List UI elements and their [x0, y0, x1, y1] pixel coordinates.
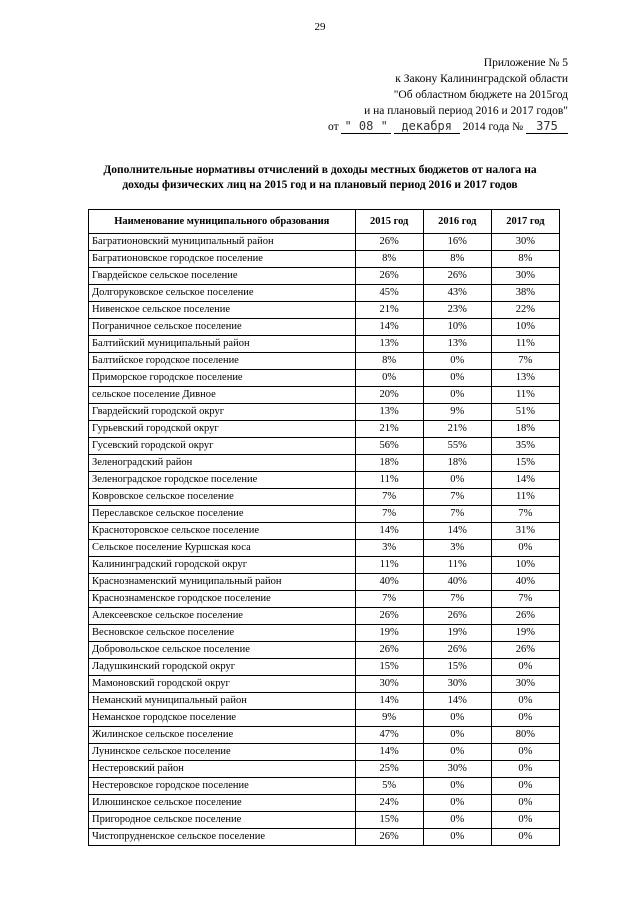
cell-2017: 51%	[491, 404, 559, 421]
table-row	[89, 557, 560, 574]
cell-name: Красноторовское сельское поселение	[89, 523, 356, 540]
cell-2015: 45%	[355, 285, 423, 302]
table-row	[89, 421, 560, 438]
cell-2015: 40%	[355, 574, 423, 591]
cell-2015: 14%	[355, 693, 423, 710]
cell-2015: 8%	[355, 251, 423, 268]
table-row	[89, 812, 560, 829]
table-row	[89, 370, 560, 387]
cell-2016: 26%	[423, 642, 491, 659]
cell-2017: 30%	[491, 234, 559, 251]
table-row	[89, 387, 560, 404]
cell-name: Гвардейский городской округ	[89, 404, 356, 421]
cell-2016: 7%	[423, 591, 491, 608]
cell-2016: 14%	[423, 523, 491, 540]
cell-name: Ладушкинский городской округ	[89, 659, 356, 676]
cell-name: Зеленоградский район	[89, 455, 356, 472]
document-title	[70, 163, 570, 193]
appendix-block	[328, 55, 568, 135]
cell-name: Неманский муниципальный район	[89, 693, 356, 710]
cell-2017: 18%	[491, 421, 559, 438]
table-row	[89, 319, 560, 336]
table-row	[89, 761, 560, 778]
cell-2016: 0%	[423, 710, 491, 727]
cell-2016: 55%	[423, 438, 491, 455]
cell-2017: 11%	[491, 387, 559, 404]
cell-name: Гурьевский городской округ	[89, 421, 356, 438]
cell-2015: 26%	[355, 268, 423, 285]
cell-name: Балтийское городское поселение	[89, 353, 356, 370]
table-row	[89, 523, 560, 540]
cell-name: Балтийский муниципальный район	[89, 336, 356, 353]
cell-name: Жилинское сельское поселение	[89, 727, 356, 744]
appendix-law: к Закону Калининградской области	[395, 73, 568, 85]
cell-2016: 13%	[423, 336, 491, 353]
cell-2015: 5%	[355, 778, 423, 795]
cell-2015: 13%	[355, 404, 423, 421]
cell-2017: 22%	[491, 302, 559, 319]
table-row	[89, 302, 560, 319]
cell-2016: 0%	[423, 727, 491, 744]
cell-name: Долгоруковское сельское поселение	[89, 285, 356, 302]
date-prefix: от	[327, 121, 339, 133]
cell-name: Мамоновский городской округ	[89, 676, 356, 693]
cell-name: Багратионовский муниципальный район	[89, 234, 356, 251]
cell-2015: 21%	[355, 302, 423, 319]
cell-2015: 7%	[355, 489, 423, 506]
cell-2015: 21%	[355, 421, 423, 438]
cell-2015: 30%	[355, 676, 423, 693]
table-row	[89, 591, 560, 608]
cell-2016: 0%	[423, 353, 491, 370]
cell-2017: 30%	[491, 676, 559, 693]
date-year: 2014 года №	[462, 121, 524, 133]
cell-name: Приморское городское поселение	[89, 370, 356, 387]
cell-2016: 30%	[423, 761, 491, 778]
cell-2017: 31%	[491, 523, 559, 540]
table-row	[89, 608, 560, 625]
cell-2016: 0%	[423, 829, 491, 846]
cell-2017: 0%	[491, 659, 559, 676]
cell-2016: 0%	[423, 744, 491, 761]
cell-2015: 8%	[355, 353, 423, 370]
cell-2016: 10%	[423, 319, 491, 336]
cell-name: Калининградский городской округ	[89, 557, 356, 574]
cell-2016: 15%	[423, 659, 491, 676]
title-line-1: Дополнительные нормативы отчислений в доходы местных бюджетов от налога на	[103, 164, 537, 176]
cell-2016: 0%	[423, 387, 491, 404]
cell-2015: 24%	[355, 795, 423, 812]
cell-2017: 10%	[491, 319, 559, 336]
table-row	[89, 285, 560, 302]
cell-2016: 0%	[423, 472, 491, 489]
cell-2015: 3%	[355, 540, 423, 557]
table-row	[89, 642, 560, 659]
cell-2017: 0%	[491, 744, 559, 761]
table-row	[89, 472, 560, 489]
cell-2016: 43%	[423, 285, 491, 302]
table-header-row	[89, 210, 560, 234]
cell-name: Пограничное сельское поселение	[89, 319, 356, 336]
table-row	[89, 455, 560, 472]
cell-2016: 9%	[423, 404, 491, 421]
table-row	[89, 353, 560, 370]
cell-2016: 7%	[423, 506, 491, 523]
cell-2015: 25%	[355, 761, 423, 778]
cell-2017: 0%	[491, 693, 559, 710]
appendix-date-line	[328, 119, 568, 135]
cell-2017: 0%	[491, 778, 559, 795]
cell-name: Краснознаменское городское поселение	[89, 591, 356, 608]
cell-2016: 0%	[423, 778, 491, 795]
cell-2015: 14%	[355, 523, 423, 540]
cell-2016: 23%	[423, 302, 491, 319]
cell-name: сельское поселение Дивное	[89, 387, 356, 404]
cell-2015: 15%	[355, 659, 423, 676]
cell-2017: 10%	[491, 557, 559, 574]
table-body	[89, 234, 560, 846]
cell-name: Багратионовское городское поселение	[89, 251, 356, 268]
date-day: " 08 "	[341, 120, 390, 134]
table-row	[89, 693, 560, 710]
table-row	[89, 829, 560, 846]
cell-2015: 26%	[355, 642, 423, 659]
cell-2015: 19%	[355, 625, 423, 642]
table-row	[89, 336, 560, 353]
cell-2015: 11%	[355, 557, 423, 574]
cell-2017: 8%	[491, 251, 559, 268]
appendix-number: Приложение № 5	[483, 57, 568, 69]
cell-2017: 7%	[491, 506, 559, 523]
cell-2017: 0%	[491, 829, 559, 846]
cell-2016: 30%	[423, 676, 491, 693]
cell-2015: 11%	[355, 472, 423, 489]
cell-2015: 14%	[355, 744, 423, 761]
cell-2017: 0%	[491, 812, 559, 829]
date-month: декабря	[394, 120, 460, 134]
law-number: 375	[526, 120, 568, 134]
page-number: 29	[314, 21, 326, 33]
cell-name: Добровольское сельское поселение	[89, 642, 356, 659]
cell-2016: 16%	[423, 234, 491, 251]
cell-name: Лунинское сельское поселение	[89, 744, 356, 761]
cell-2017: 26%	[491, 642, 559, 659]
cell-2017: 30%	[491, 268, 559, 285]
table-row	[89, 676, 560, 693]
cell-name: Нестеровский район	[89, 761, 356, 778]
cell-2015: 9%	[355, 710, 423, 727]
cell-name: Зеленоградское городское поселение	[89, 472, 356, 489]
cell-2015: 47%	[355, 727, 423, 744]
cell-2017: 0%	[491, 761, 559, 778]
table-row	[89, 727, 560, 744]
cell-2017: 0%	[491, 710, 559, 727]
table-row	[89, 574, 560, 591]
cell-name: Ковровское сельское поселение	[89, 489, 356, 506]
table-row	[89, 489, 560, 506]
appendix-law-period: и на плановый период 2016 и 2017 годов"	[364, 105, 568, 117]
cell-2015: 7%	[355, 506, 423, 523]
header-2016: 2016 год	[423, 210, 491, 234]
table-row	[89, 438, 560, 455]
table-row	[89, 404, 560, 421]
cell-2016: 26%	[423, 608, 491, 625]
table-row	[89, 744, 560, 761]
cell-2017: 0%	[491, 540, 559, 557]
header-2015: 2015 год	[355, 210, 423, 234]
cell-2016: 40%	[423, 574, 491, 591]
cell-2015: 20%	[355, 387, 423, 404]
cell-2017: 15%	[491, 455, 559, 472]
cell-name: Краснознаменский муниципальный район	[89, 574, 356, 591]
cell-2015: 26%	[355, 829, 423, 846]
cell-2017: 35%	[491, 438, 559, 455]
cell-2016: 0%	[423, 795, 491, 812]
appendix-law-title: "Об областном бюджете на 2015год	[393, 89, 568, 101]
cell-name: Гусевский городской округ	[89, 438, 356, 455]
cell-2015: 26%	[355, 234, 423, 251]
table-row	[89, 659, 560, 676]
cell-2017: 26%	[491, 608, 559, 625]
cell-2017: 80%	[491, 727, 559, 744]
table-row	[89, 506, 560, 523]
cell-name: Неманское городское поселение	[89, 710, 356, 727]
cell-2016: 26%	[423, 268, 491, 285]
cell-2015: 7%	[355, 591, 423, 608]
cell-2016: 3%	[423, 540, 491, 557]
cell-2016: 0%	[423, 812, 491, 829]
cell-2016: 7%	[423, 489, 491, 506]
cell-2017: 7%	[491, 591, 559, 608]
cell-2016: 21%	[423, 421, 491, 438]
cell-2015: 13%	[355, 336, 423, 353]
cell-2017: 0%	[491, 795, 559, 812]
table-row	[89, 710, 560, 727]
cell-2015: 18%	[355, 455, 423, 472]
cell-2017: 11%	[491, 336, 559, 353]
table-row	[89, 795, 560, 812]
cell-name: Сельское поселение Куршская коса	[89, 540, 356, 557]
title-line-2: доходы физических лиц на 2015 год и на плановый период 2016 и 2017 годов	[122, 179, 518, 191]
header-2017: 2017 год	[491, 210, 559, 234]
cell-2017: 14%	[491, 472, 559, 489]
cell-2015: 56%	[355, 438, 423, 455]
cell-2015: 26%	[355, 608, 423, 625]
cell-name: Пригородное сельское поселение	[89, 812, 356, 829]
cell-2016: 19%	[423, 625, 491, 642]
cell-name: Весновское сельское поселение	[89, 625, 356, 642]
cell-2017: 13%	[491, 370, 559, 387]
table-row	[89, 625, 560, 642]
cell-2017: 38%	[491, 285, 559, 302]
norms-table	[88, 209, 560, 846]
table-row	[89, 251, 560, 268]
cell-name: Переславское сельское поселение	[89, 506, 356, 523]
cell-name: Нестеровское городское поселение	[89, 778, 356, 795]
cell-2015: 15%	[355, 812, 423, 829]
cell-2017: 19%	[491, 625, 559, 642]
cell-2015: 14%	[355, 319, 423, 336]
cell-name: Чистопрудненское сельское поселение	[89, 829, 356, 846]
cell-2016: 11%	[423, 557, 491, 574]
cell-name: Алексеевское сельское поселение	[89, 608, 356, 625]
cell-2017: 11%	[491, 489, 559, 506]
table-row	[89, 778, 560, 795]
table-row	[89, 268, 560, 285]
header-name: Наименование муниципального образования	[89, 210, 356, 234]
cell-name: Нивенское сельское поселение	[89, 302, 356, 319]
cell-2016: 0%	[423, 370, 491, 387]
cell-name: Илюшинское сельское поселение	[89, 795, 356, 812]
cell-2016: 14%	[423, 693, 491, 710]
cell-name: Гвардейское сельское поселение	[89, 268, 356, 285]
cell-2016: 8%	[423, 251, 491, 268]
cell-2017: 40%	[491, 574, 559, 591]
cell-2015: 0%	[355, 370, 423, 387]
table-row	[89, 540, 560, 557]
table-row	[89, 234, 560, 251]
cell-2017: 7%	[491, 353, 559, 370]
cell-2016: 18%	[423, 455, 491, 472]
